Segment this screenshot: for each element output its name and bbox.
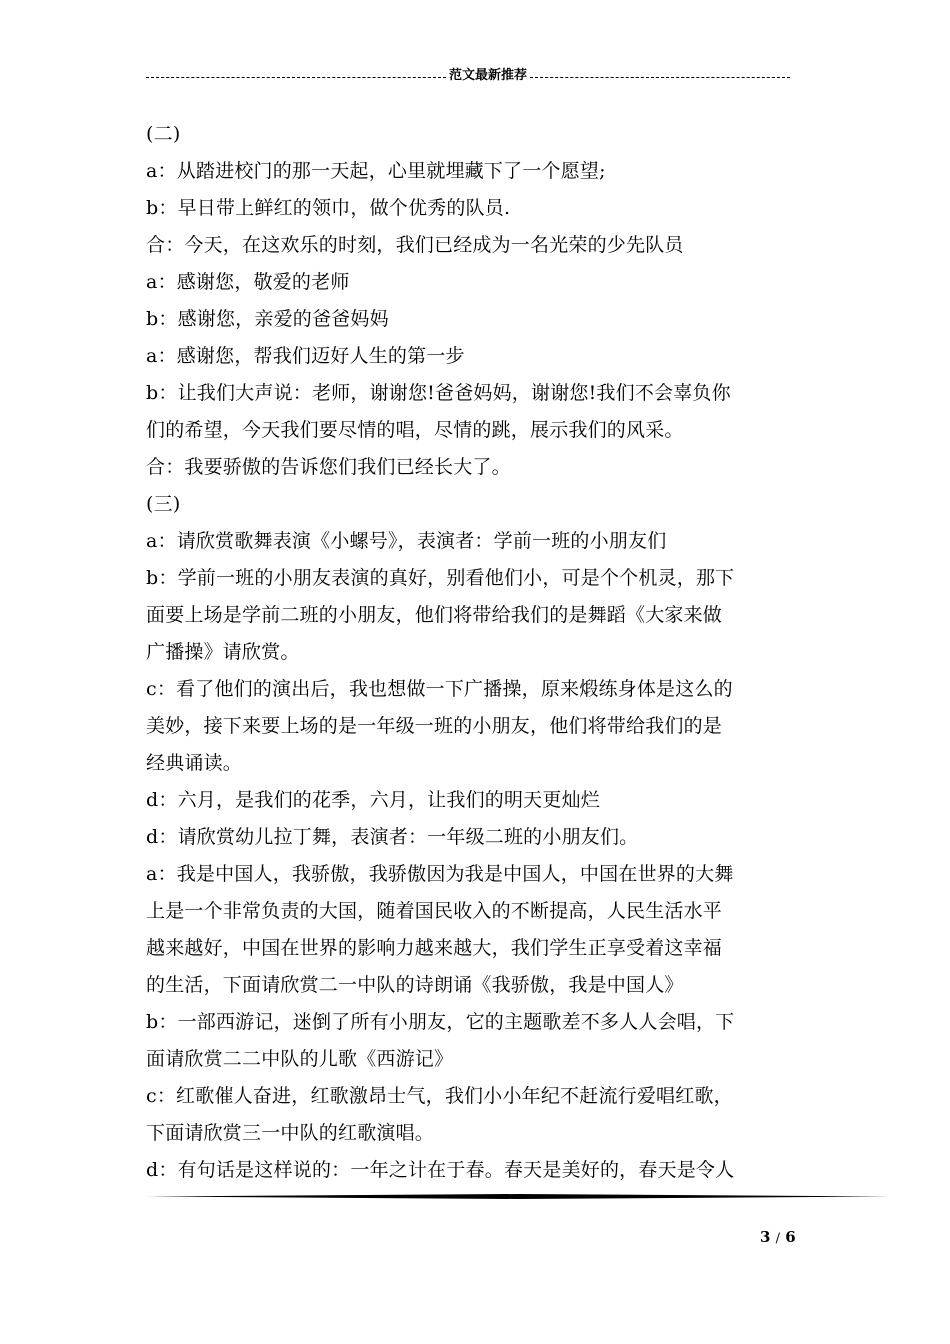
header-dashed-rule-right [530, 77, 790, 78]
footer-rule [146, 1194, 890, 1199]
text-line: d：有句话是这样说的：一年之计在于春。春天是美好的，春天是令人 [146, 1159, 735, 1181]
text-line: b：一部西游记，迷倒了所有小朋友，它的主题歌差不多人人会唱，下 [146, 1011, 735, 1033]
header-title: 范文最新推荐 [446, 66, 530, 86]
text-line: b：学前一班的小朋友表演的真好，别看他们小，可是个个机灵，那下 [146, 567, 735, 589]
text-line: b：让我们大声说：老师，谢谢您!爸爸妈妈，谢谢您!我们不会辜负你 [146, 382, 731, 404]
text-line: 的生活，下面请欣赏二一中队的诗朗诵《我骄傲，我是中国人》 [146, 974, 684, 996]
document-body [146, 116, 810, 1189]
text-line: 下面请欣赏三一中队的红歌演唱。 [146, 1122, 435, 1144]
page-header [0, 66, 950, 86]
text-line: a：我是中国人，我骄傲，我骄傲因为我是中国人，中国在世界的大舞 [146, 863, 734, 885]
current-page: 3 [760, 1228, 771, 1246]
page-separator: / [775, 1231, 781, 1246]
text-line: a：感谢您，敬爱的老师 [146, 271, 350, 293]
text-line: b：早日带上鲜红的领巾，做个优秀的队员. [146, 197, 511, 219]
text-line: 合：今天，在这欢乐的时刻，我们已经成为一名光荣的少先队员 [146, 234, 684, 256]
text-line: a：感谢您，帮我们迈好人生的第一步 [146, 345, 465, 367]
text-line: a：从踏进校门的那一天起，心里就埋藏下了一个愿望; [146, 160, 606, 182]
text-line: 合：我要骄傲的告诉您们我们已经长大了。 [146, 456, 511, 478]
text-line: d：六月，是我们的花季，六月，让我们的明天更灿烂 [146, 789, 600, 811]
text-line: 经典诵读。 [146, 752, 243, 774]
text-line: 面要上场是学前二班的小朋友，他们将带给我们的是舞蹈《大家来做 [146, 604, 723, 626]
text-line: c：红歌催人奋进，红歌激昂士气，我们小小年纪不赶流行爱唱红歌， [146, 1085, 733, 1107]
text-line: a：请欣赏歌舞表演《小螺号》，表演者：学前一班的小朋友们 [146, 530, 667, 552]
text-line: b：感谢您，亲爱的爸爸妈妈 [146, 308, 389, 330]
text-line: (三) [146, 493, 181, 515]
text-line: d：请欣赏幼儿拉丁舞，表演者：一年级二班的小朋友们。 [146, 826, 639, 848]
text-line: c：看了他们的演出后，我也想做一下广播操，原来煅练身体是这么的 [146, 678, 733, 700]
page-number [760, 1226, 820, 1250]
text-line: 们的希望，今天我们要尽情的唱，尽情的跳，展示我们的风采。 [146, 419, 684, 441]
text-line: 美妙，接下来要上场的是一年级一班的小朋友，他们将带给我们的是 [146, 715, 723, 737]
text-line: 面请欣赏二二中队的儿歌《西游记》 [146, 1048, 454, 1070]
text-line: 越来越好，中国在世界的影响力越来越大，我们学生正享受着这幸福 [146, 937, 723, 959]
total-pages: 6 [785, 1228, 796, 1246]
header-dashed-rule-left [146, 77, 446, 78]
text-line: 上是一个非常负责的大国，随着国民收入的不断提高，人民生活水平 [146, 900, 723, 922]
text-line: 广播操》请欣赏。 [146, 641, 300, 663]
text-line: (二) [146, 123, 181, 145]
